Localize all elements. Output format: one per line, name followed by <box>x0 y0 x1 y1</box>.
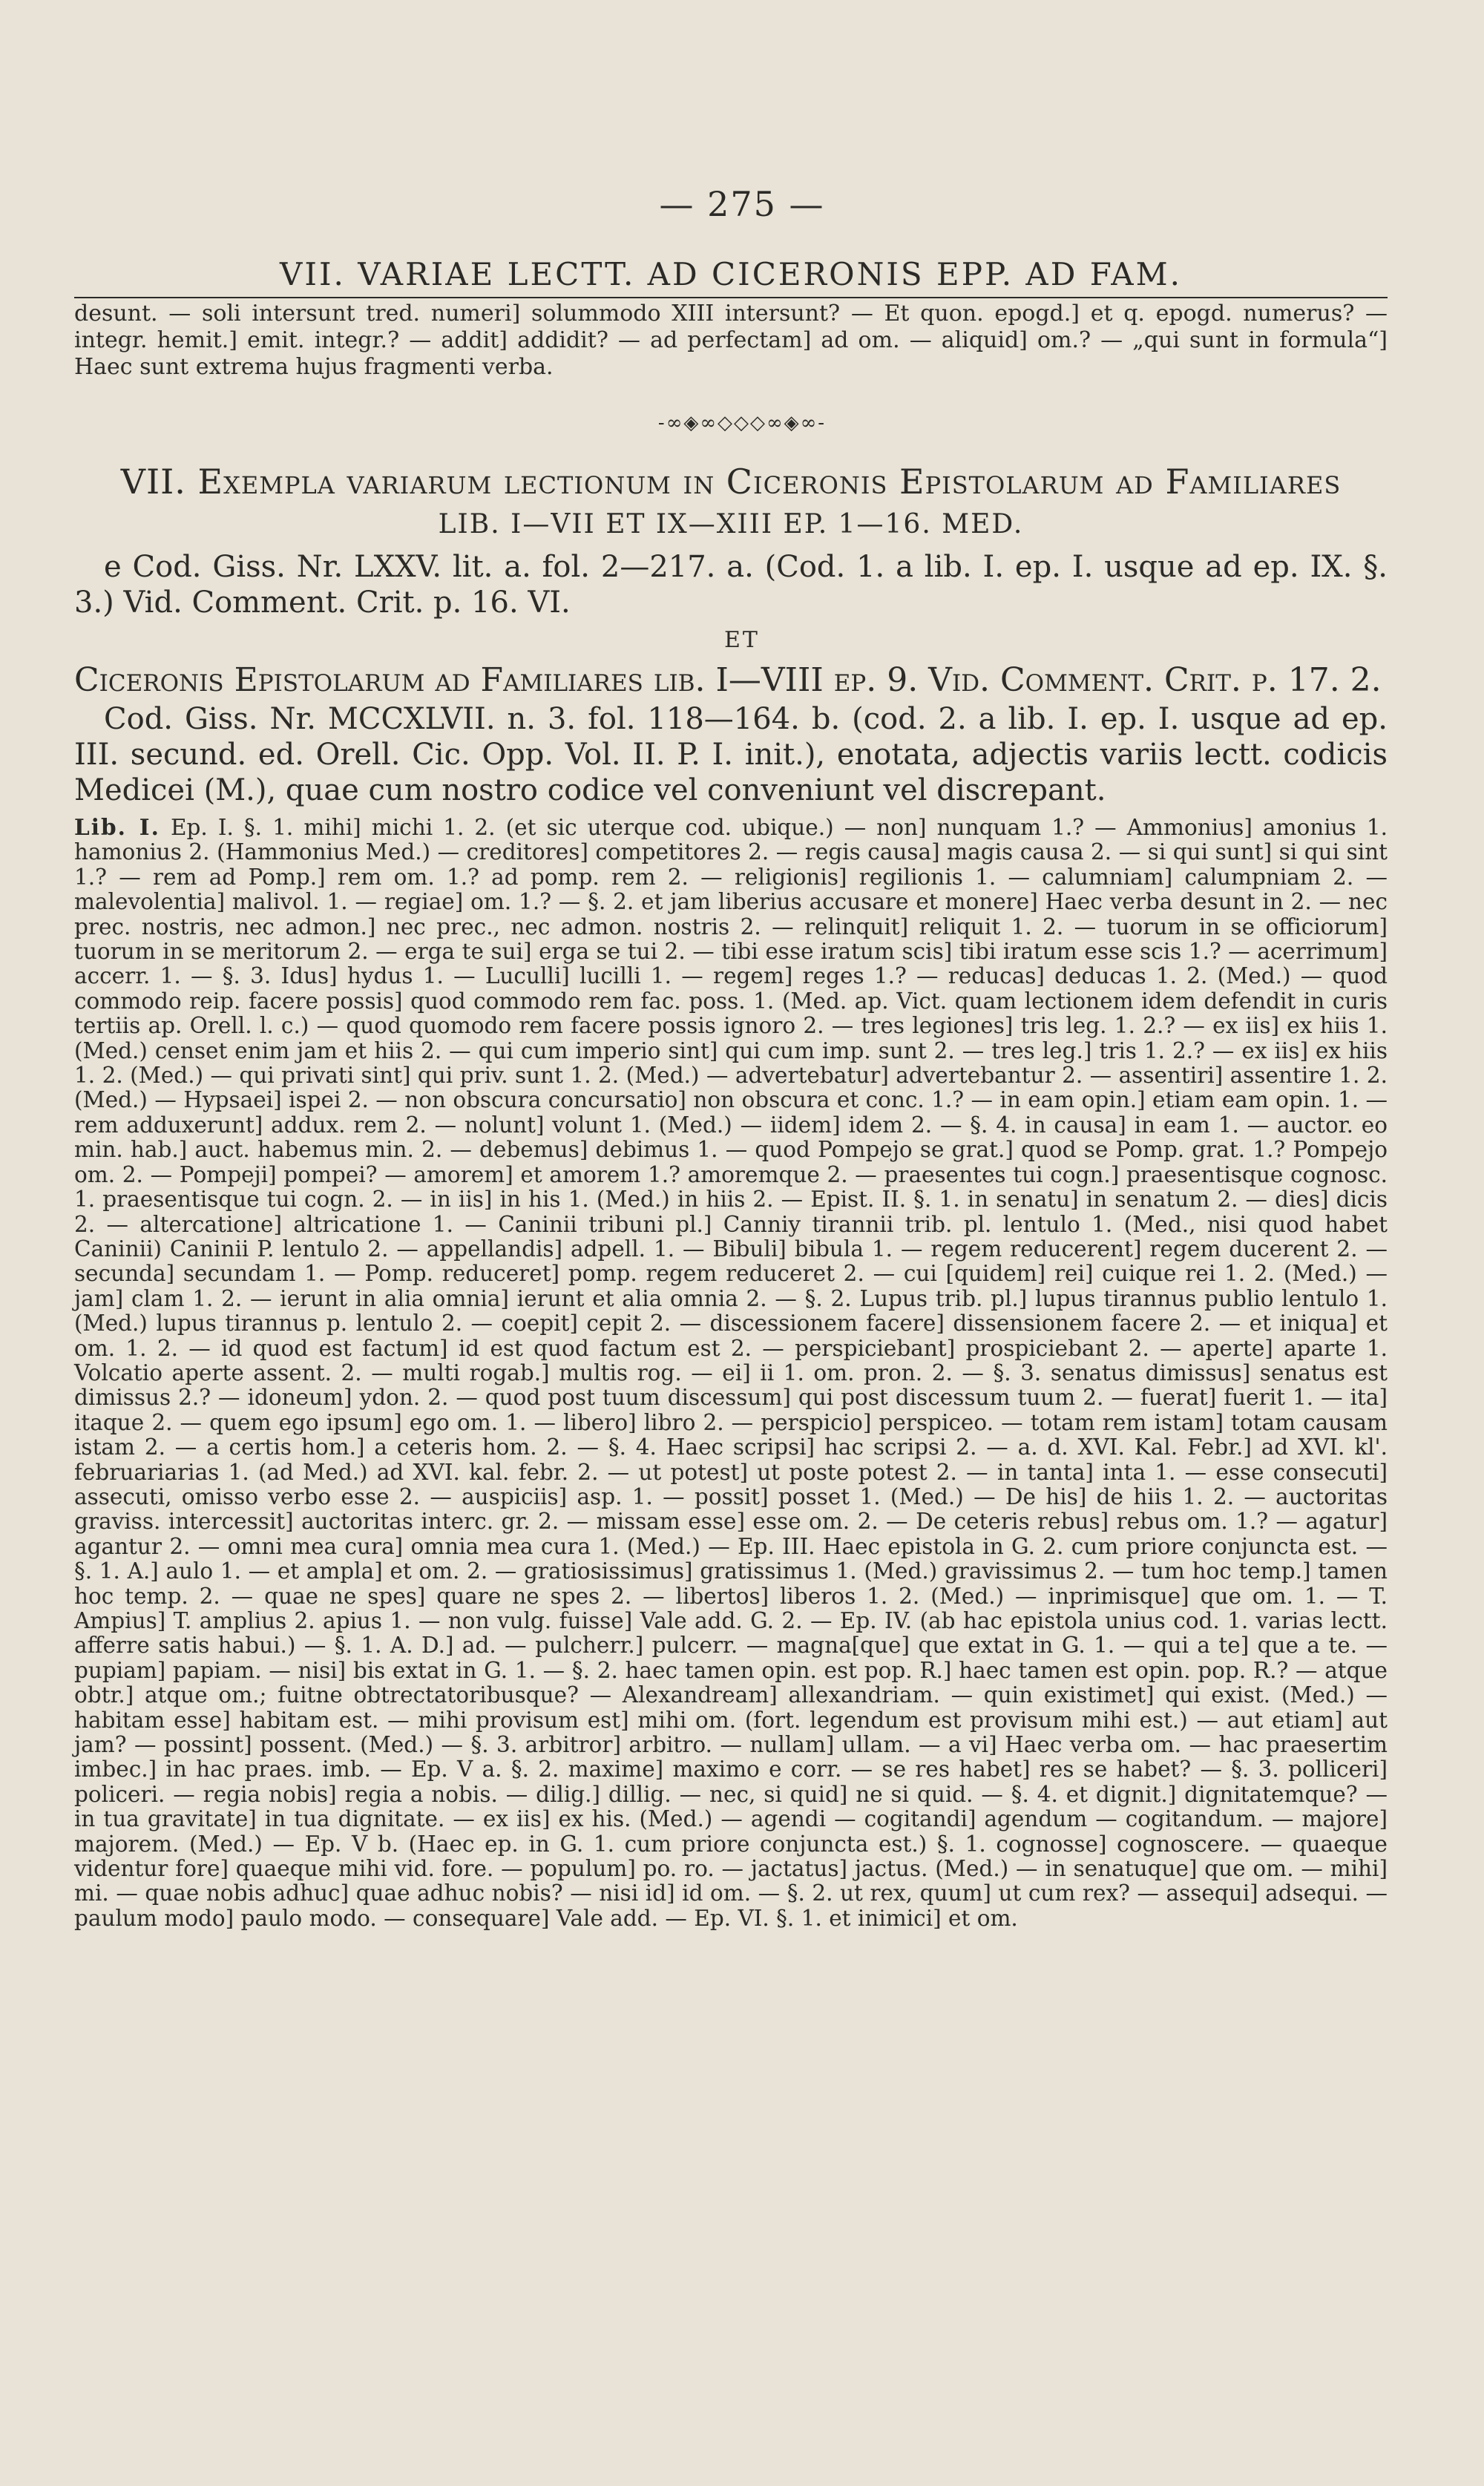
section-subtitle: LIB. I—VII ET IX—XIII EP. 1—16. MED. <box>438 509 1024 539</box>
second-title: Ciceronis Epistolarum ad Familiares lib. I—VIII ep. 9. Vid. Comment. Crit. p. 17. 2. <box>74 661 1382 699</box>
running-head-title: VII. VARIAE LECTT. AD CICERONIS EPP. AD FAM. <box>280 256 1182 292</box>
section-title: VII. Exempla variarum lectionum in Ciceronis Epistolarum ad Familiares <box>120 462 1342 502</box>
variant-readings-paragraph <box>74 815 1388 1931</box>
continuation-block <box>74 301 1388 381</box>
variant-readings <box>74 815 1388 1931</box>
running-header <box>74 256 1388 298</box>
header-rule <box>74 297 1388 298</box>
et-label: ET <box>724 627 760 653</box>
continuation-text: desunt. — soli intersunt tred. numeri] solummodo XIII intersunt? — Et quon. epogd.] et q. epogd. numerus? — integr. hemit.] emit. integr.? — addit] addidit? — ad perfectam] ad om. — aliquid] om.? — „qui sunt in formula“] Haec sunt extrema hujus fragmenti verba. <box>74 301 1388 380</box>
book-label: Lib. I. <box>74 814 160 840</box>
source-description-1 <box>74 549 1388 620</box>
source-1-text: e Cod. Giss. Nr. LXXV. lit. a. fol. 2—217. a. (Cod. 1. a lib. I. ep. I. usque ad ep. IX. §. 3.) Vid. Comment. Crit. p. 16. VI. <box>74 550 1388 620</box>
variant-readings-text: Ep. I. §. 1. mihi] michi 1. 2. (et sic uterque cod. ubique.) — non] nunquam 1.? — Ammonius] amonius 1. hamonius 2. (Hammonius Med.) — creditores] competitores 2. — regis causa] magis causa 2. — si qui sunt] si qui sint 1.? — rem ad Pomp.] rem om. 1.? ad pomp. rem 2. — religionis] regilionis 1. — calumniam] calumpniam 2. — malevolentia] malivol. 1. — regiae] om. 1.? — §. 2. et jam liberius accusare et monere] Haec verba desunt in 2. — nec prec. nostris, nec admon.] nec prec., nec admon. nostris 2. — relinquit] reliquit 1. 2. — tuorum in se officiorum] tuorum in se meritorum 2. — erga te sui] erga se tui 2. — tibi esse iratum scis] tibi iratum esse scis 1.? — acerrimum] accerr. 1. — §. 3. Idus] hydus 1. — Luculli] lucilli 1. — regem] reges 1.? — reducas] deducas 1. 2. (Med.) — quod commodo reip. facere possis] quod commodo rem fac. poss. 1. (Med. ap. Vict. quam lectionem idem defendit in curis tertiis ap. Orell. l. c.) — quod quomodo rem facere possis ignoro 2. — tres legiones] tris leg. 1. 2.? — ex iis] ex hiis 1. (Med.) censet enim jam et hiis 2. — qui cum imperio sint] qui cum imp. sunt 2. — tres leg.] tris 1. 2.? — ex iis] ex hiis 1. 2. (Med.) — qui privati sint] qui priv. sunt 1. 2. (Med.) — advertebatur] advertebantur 2. — assentiri] assentire 1. 2. (Med.) — Hypsaei] ispei 2. — non obscura concursatio] non obscura et conc. 1.? — in eam opin.] etiam eam opin. 1. — rem adduxerunt] addux. rem 2. — nolunt] volunt 1. (Med.) — iidem] idem 2. — §. 4. in causa] in eam 1. — auctor. eo min. hab.] auct. habemus min. 2. — debemus] debimus 1. — quod Pompejo se grat.] quod se Pomp. grat. 1.? Pompejo om. 2. — Pompeji] pompei? — amorem] et amorem 1.? amoremque 2. — praesentes tui cogn.] praesentisque cognosc. 1. praesentisque tui cogn. 2. — in iis] in his 1. (Med.) in hiis 2. — Epist. II. §. 1. in senatu] in senatum 2. — dies] dicis 2. — altercatione] altricatione 1. — Caninii tribuni pl.] Canniy tirannii trib. pl. lentulo 1. (Med., nisi quod habet Caninii) Caninii P. lentulo 2. — appellandis] adpell. 1. — Bibuli] bibula 1. — regem reducerent] regem ducerent 2. — secunda] secundam 1. — Pomp. reduceret] pomp. regem reduceret 2. — cui [quidem] rei] cuique rei 1. 2. (Med.) — jam] clam 1. 2. — ierunt in alia omnia] ierunt et alia omnia 2. — §. 2. Lupus trib. pl.] lupus tirannus publio lentulo 1. (Med.) lupus tirannus p. lentulo 2. — coepit] cepit 2. — discessionem facere] dissensionem facere 2. — et iniqua] et om. 1. 2. — id quod est factum] id est quod factum est 2. — perspiciebant] prospiciebant 2. — aperte] aparte 1. Volcatio aperte assent. 2. — multi rogab.] multis rog. — ei] ii 1. om. pron. 2. — §. 3. senatus dimissus] senatus est dimissus 2.? — idoneum] ydon. 2. — quod post tuum discessum] qui post discessum tuum 2. — fuerat] fuerit 1. — ita] itaque 2. — quem ego ipsum] ego om. 1. — libero] libro 2. — perspicio] perspiceo. — totam rem istam] totam causam istam 2. — a certis hom.] a ceteris hom. 2. — §. 4. Haec scripsi] hac scripsi 2. — a. d. XVI. Kal. Febr.] ad XVI. kl'. februariarias 1. (ad Med.) ad XVI. kal. febr. 2. — ut potest] ut poste potest 2. — in tanta] inta 1. — esse consecuti] assecuti, omisso verbo esse 2. — auspiciis] asp. 1. — possit] posset 1. (Med.) — De his] de hiis 1. 2. — auctoritas graviss. intercessit] auctoritas interc. gr. 2. — missam esse] esse om. 2. — De ceteris rebus] rebus om. 1.? — agatur] agantur 2. — omni mea cura] omnia mea cura 1. (Med.) — Ep. III. Haec epistola in G. 2. cum priore conjuncta est. — §. 1. A.] aulo 1. — et ampla] et om. 2. — gratiosissimus] gratissimus 1. (Med.) gravissimus 2. — tum hoc temp.] tamen hoc temp. 2. — quae ne spes] quare ne spes 2. — libertos] liberos 1. 2. (Med.) — inprimisque] que om. 1. — T. Ampius] T. amplius 2. apius 1. — non vulg. fuisse] Vale add. G. 2. — Ep. IV. (ab hac epistola unius cod. 1. varias lectt. afferre satis habui.) — §. 1. A. D.] ad. — pulcherr.] pulcerr. — magna[que] que extat in G. 1. — qui a te] que a te. — pupiam] papiam. — nisi] bis extat in G. 1. — §. 2. haec tamen opin. est pop. R.] haec tamen est opin. pop. R.? — atque obtr.] atque om.; fuitne obtrectatoribusque? — Alexandream] allexandriam. — quin existimet] qui exist. (Med.) — habitam esse] habitam est. — mihi provisum est] mihi om. (fort. legendum est provisum mihi est.) — aut etiam] aut jam? — possint] possent. (Med.) — §. 3. arbitror] arbitro. — nullam] ullam. — a vi] Haec verba om. — hac praesertim imbec.] in hac praes. imb. — Ep. V a. §. 2. maxime] maximo e corr. — se res habet] res se habet? — §. 3. polliceri] policeri. — regia nobis] regia a nobis. — dilig.] dillig. — nec, si quid] ne si quid. — §. 4. et dignit.] dignitatemque? — in tua gravitate] in tua dignitate. — ex iis] ex his. (Med.) — agendi — cogitandi] agendum — cogitandum. — majore] majorem. (Med.) — Ep. V b. (Haec ep. in G. 1. cum priore conjuncta est.) §. 1. cognosse] cognoscere. — quaeque videntur fore] quaeque mihi vid. fore. — populum] po. ro. — jactatus] jactus. (Med.) — in senatuque] que om. — mihi] mi. — quae nobis adhuc] quae adhuc nobis? — nisi id] id om. — §. 2. ut rex, quum] ut cum rex? — assequi] adsequi. — paulum modo] paulo modo. — consequare] Vale add. — Ep. VI. §. 1. et inimici] et om. <box>74 815 1388 1931</box>
ornament-divider: -∞◈∞◇◇◇∞◈∞- <box>657 412 827 434</box>
source-description-2 <box>74 701 1388 808</box>
section-heading <box>74 460 1388 546</box>
page-number: — 275 — <box>659 184 825 224</box>
source-2-text: Cod. Giss. Nr. MCCXLVII. n. 3. fol. 118—164. b. (cod. 2. a lib. I. ep. I. usque ad ep. III. secund. ed. Orell. Cic. Opp. Vol. II. P. I. init.), enotata, adjectis variis lectt. codicis Medicei (M.), quae cum nostro codice vel conveniunt vel discrepant. <box>74 702 1388 807</box>
